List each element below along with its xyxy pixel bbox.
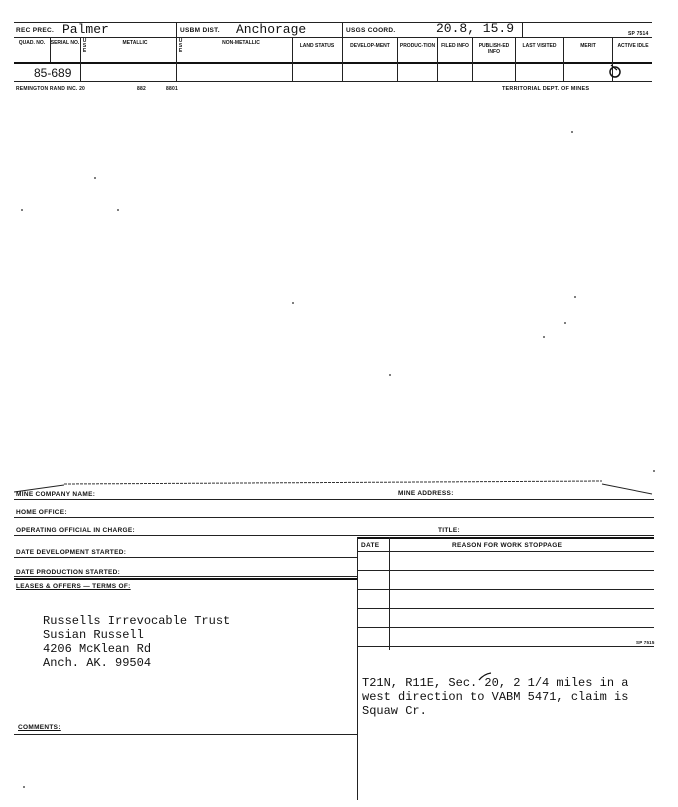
footer-left: REMINGTON RAND INC. 20	[16, 86, 86, 92]
col-filed-info: FILED INFO	[441, 43, 469, 49]
date-column-label: DATE	[361, 542, 380, 549]
rec-prec-label: REC PREC.	[16, 27, 55, 34]
col-quad-no: QUAD. NO.	[18, 40, 46, 46]
form-code-top: SP 7514	[628, 31, 649, 37]
mine-address-label: MINE ADDRESS:	[398, 490, 454, 497]
leases-offers-label: LEASES & OFFERS — TERMS OF:	[16, 583, 131, 590]
col-metallic: METALLIC	[122, 40, 148, 46]
active-idle-mark	[608, 64, 622, 78]
rec-prec-value: Palmer	[62, 22, 109, 37]
location-line-2: west direction to VABM 5471, claim is	[362, 690, 629, 704]
operating-official-label: OPERATING OFFICIAL IN CHARGE:	[16, 527, 135, 534]
usgs-coord-label: USGS COORD.	[346, 27, 396, 34]
leases-line-1: Russells Irrevocable Trust	[43, 614, 231, 628]
col-merit: MERIT	[580, 43, 596, 49]
col-published-info: PUBLISH-ED INFO	[478, 43, 510, 55]
leases-line-3: 4206 McKlean Rd	[43, 642, 152, 656]
reason-work-stoppage-label: REASON FOR WORK STOPPAGE	[452, 542, 563, 549]
col-serial-no: SERIAL NO.	[50, 40, 80, 46]
col-land-status: LAND STATUS	[299, 43, 335, 49]
mine-company-name-label: MINE COMPANY NAME:	[16, 491, 96, 498]
usbm-dist-value: Anchorage	[236, 22, 307, 37]
leases-line-2: Susian Russell	[43, 628, 144, 642]
card-top-edge	[14, 476, 654, 496]
check-mark	[478, 669, 492, 687]
col-non-metallic: NON-METALLIC	[222, 40, 260, 46]
date-production-started-label: DATE PRODUCTION STARTED:	[16, 569, 121, 576]
footer-right: TERRITORIAL DEPT. OF MINES	[502, 86, 590, 92]
col-development: DEVELOP-MENT	[350, 43, 390, 49]
col-use-2: U S E	[178, 38, 183, 54]
usbm-dist-label: USBM DIST.	[180, 27, 220, 34]
col-use-1: U S E	[82, 38, 87, 54]
location-line-1: T21N, R11E, Sec. 20, 2 1/4 miles in a	[362, 676, 629, 690]
footer-code-2: 8801	[166, 86, 178, 92]
col-production: PRODUC-TION	[399, 43, 436, 49]
footer-code-1: 882	[137, 86, 146, 92]
usgs-coord-value: 20.8, 15.9	[436, 21, 515, 36]
comments-label: COMMENTS:	[18, 724, 61, 731]
col-active-idle: ACTIVE IDLE	[617, 43, 649, 49]
serial-value: 85-689	[34, 66, 72, 80]
leases-line-4: Anch. AK. 99504	[43, 656, 152, 670]
title-label: TITLE:	[438, 527, 461, 534]
form-code-bottom: SP 7515	[636, 640, 655, 645]
home-office-label: HOME OFFICE:	[16, 509, 67, 516]
location-line-3: Squaw Cr.	[362, 704, 427, 718]
col-last-visited: LAST VISITED	[522, 43, 557, 49]
date-development-started-label: DATE DEVELOPMENT STARTED:	[16, 549, 127, 556]
